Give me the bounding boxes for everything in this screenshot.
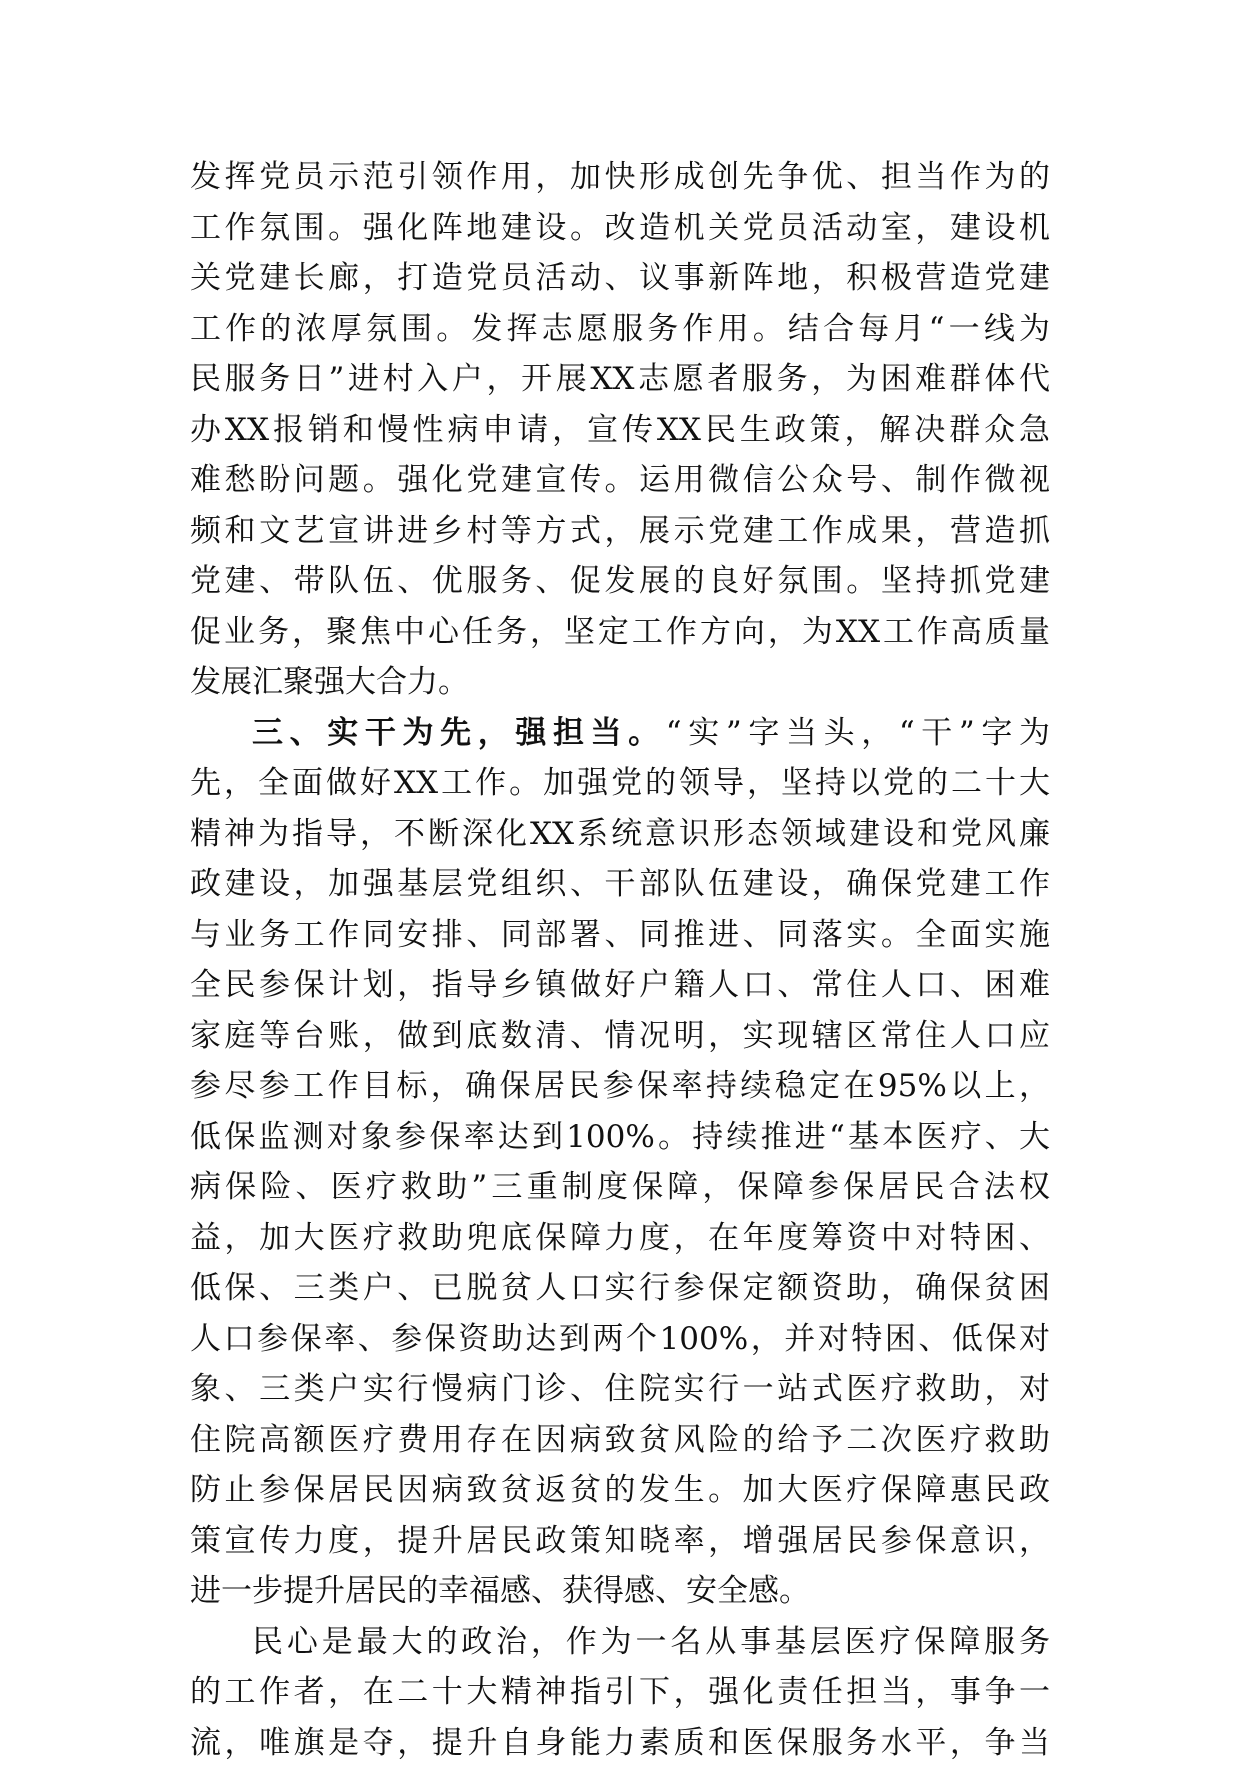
text-line: 发挥党员示范引领作用，加快形成创先争优、担当作为的	[190, 152, 1050, 203]
text-line: 流，唯旗是夺，提升自身能力素质和医保服务水平，争当	[190, 1718, 1050, 1768]
text-line: 病保险、医疗救助”三重制度保障，保障参保居民合法权	[190, 1162, 1050, 1213]
text-line: 的工作者，在二十大精神指引下，强化责任担当，事争一	[190, 1667, 1050, 1718]
text-line: 党建、带队伍、优服务、促发展的良好氛围。坚持抓党建	[190, 556, 1050, 607]
text-line: 发展汇聚强大合力。	[190, 657, 1050, 708]
text-line: 全民参保计划，指导乡镇做好户籍人口、常住人口、困难	[190, 960, 1050, 1011]
text-line: 住院高额医疗费用存在因病致贫风险的给予二次医疗救助	[190, 1415, 1050, 1466]
text-line: 政建设，加强基层党组织、干部队伍建设，确保党建工作	[190, 859, 1050, 910]
section-three	[190, 708, 1050, 1617]
text-line: 关党建长廊，打造党员活动、议事新阵地，积极营造党建	[190, 253, 1050, 304]
text-line: 象、三类户实行慢病门诊、住院实行一站式医疗救助，对	[190, 1364, 1050, 1415]
section-heading: 三、实干为先，强担当。	[252, 715, 666, 751]
text-line: 策宣传力度，提升居民政策知晓率，增强居民参保意识，	[190, 1516, 1050, 1567]
text-line: 家庭等台账，做到底数清、情况明，实现辖区常住人口应	[190, 1011, 1050, 1062]
text-line: 防止参保居民因病致贫返贫的发生。加大医疗保障惠民政	[190, 1465, 1050, 1516]
text-line: 与业务工作同安排、同部署、同推进、同落实。全面实施	[190, 910, 1050, 961]
text-line: 益，加大医疗救助兜底保障力度，在年度筹资中对特困、	[190, 1213, 1050, 1264]
text-line: 参尽参工作目标，确保居民参保率持续稳定在95%以上，	[190, 1061, 1050, 1112]
text-line: 精神为指导，不断深化XX系统意识形态领域建设和党风廉	[190, 809, 1050, 860]
text-line: 促业务，聚焦中心任务，坚定工作方向，为XX工作高质量	[190, 607, 1050, 658]
text-line: 人口参保率、参保资助达到两个100%，并对特困、低保对	[190, 1314, 1050, 1365]
text-line: 民心是最大的政治，作为一名从事基层医疗保障服务	[190, 1617, 1050, 1668]
text-line: 办XX报销和慢性病申请，宣传XX民生政策，解决群众急	[190, 405, 1050, 456]
paragraph-party-building	[190, 152, 1050, 708]
text-line: 工作的浓厚氛围。发挥志愿服务作用。结合每月“一线为	[190, 304, 1050, 355]
section-heading-line	[190, 708, 1050, 759]
text-line: 频和文艺宣讲进乡村等方式，展示党建工作成果，营造抓	[190, 506, 1050, 557]
text-line: 工作氛围。强化阵地建设。改造机关党员活动室，建设机	[190, 203, 1050, 254]
text-line: 难愁盼问题。强化党建宣传。运用微信公众号、制作微视	[190, 455, 1050, 506]
paragraph-closing	[190, 1617, 1050, 1768]
text-line: 进一步提升居民的幸福感、获得感、安全感。	[190, 1566, 1050, 1617]
text-line: 民服务日”进村入户，开展XX志愿者服务，为困难群体代	[190, 354, 1050, 405]
section-heading-rest: “实”字当头，“干”字为	[666, 715, 1050, 751]
text-line: 低保监测对象参保率达到100%。持续推进“基本医疗、大	[190, 1112, 1050, 1163]
document-body	[190, 152, 1050, 1768]
text-line: 先，全面做好XX工作。加强党的领导，坚持以党的二十大	[190, 758, 1050, 809]
text-line: 低保、三类户、已脱贫人口实行参保定额资助，确保贫困	[190, 1263, 1050, 1314]
